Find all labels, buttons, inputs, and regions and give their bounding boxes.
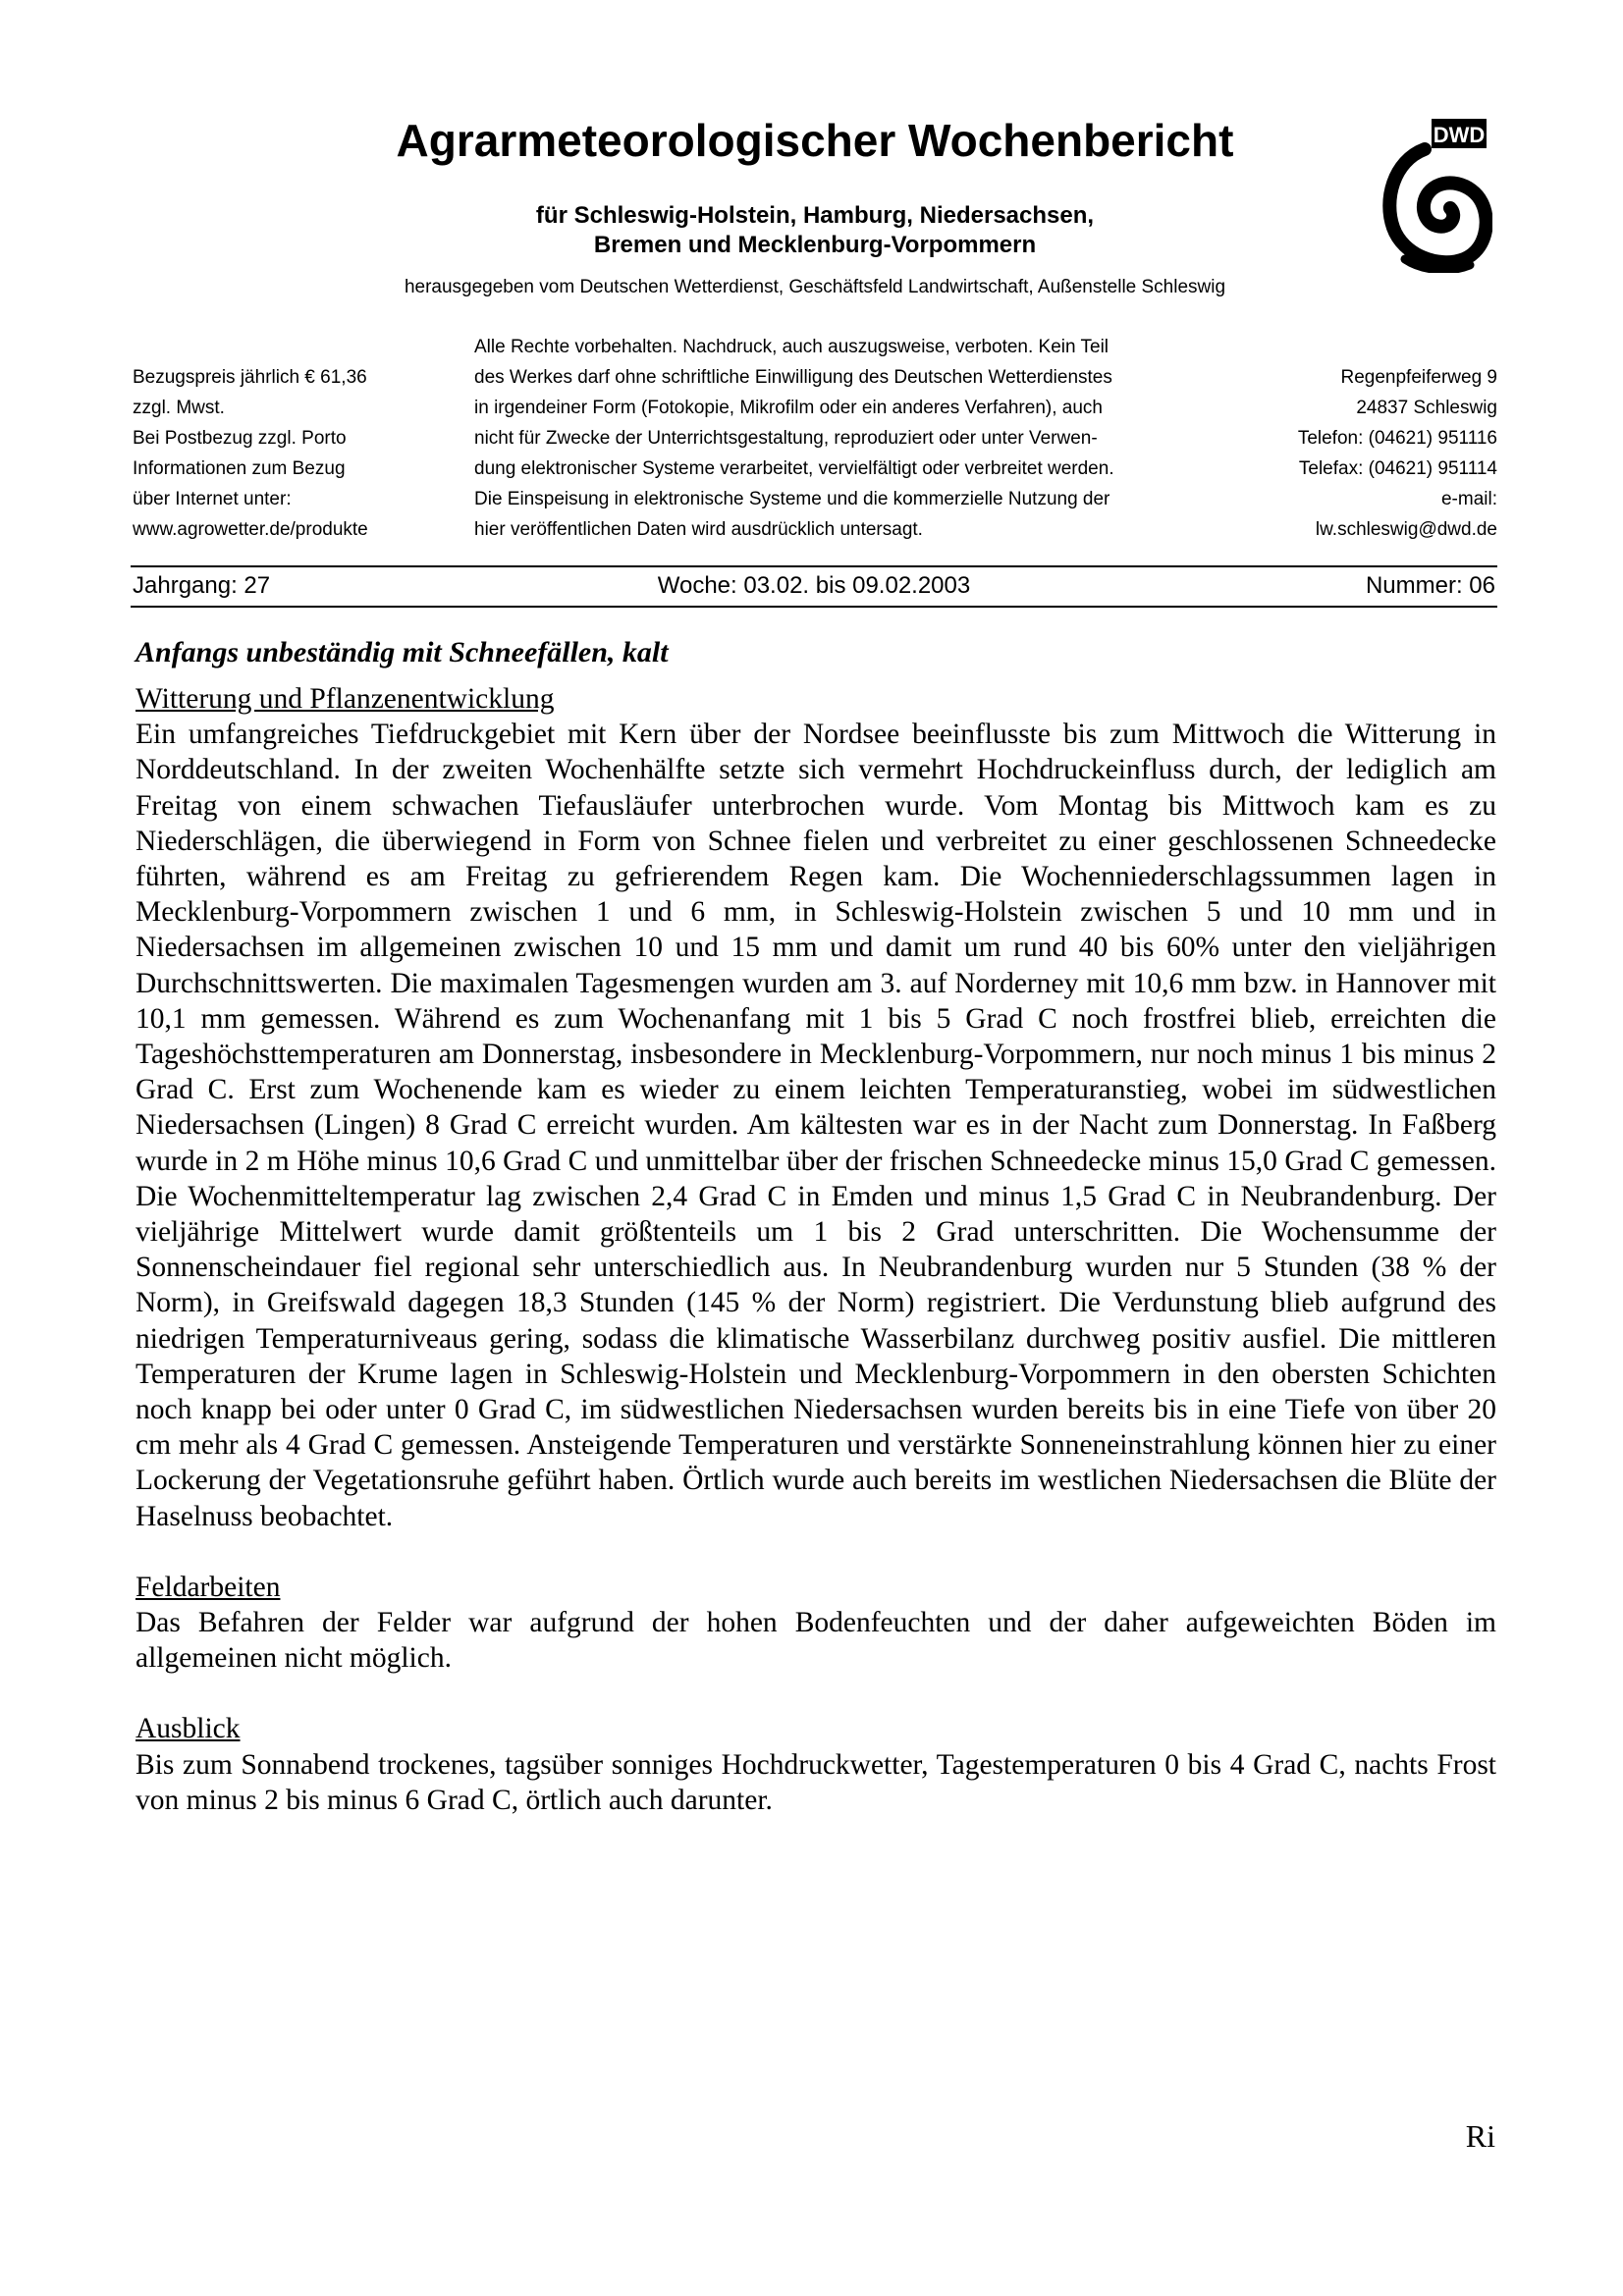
subscription-line: über Internet unter: [133,489,292,509]
divider-bottom [131,606,1497,608]
contact-email-label: e-mail: [1440,489,1497,509]
subscription-line: Bei Postbezug zzgl. Porto [133,428,347,449]
author-initials: Ri [1465,2118,1495,2154]
contact-street: Regenpfeiferweg 9 [1340,367,1497,388]
article-headline: Anfangs unbeständig mit Schneefällen, kalt [135,636,669,668]
issue-number-label: Nummer: 06 [1365,572,1495,599]
week-label: Woche: 03.02. bis 09.02.2003 [657,572,971,599]
section-text-fieldwork: Das Befahren der Felder war aufgrund der hohen Bodenfeuchten und der daher aufgeweichten Böden im allgemeinen nicht möglich. [135,1607,1496,1675]
section-spacer [135,1534,1496,1570]
dwd-logo [1380,116,1492,273]
divider-top [131,565,1497,567]
copyright-line: Alle Rechte vorbehalten. Nachdruck, auch auszugsweise, verboten. Kein Teil [474,337,1109,357]
copyright-line: des Werkes darf ohne schriftliche Einwilligung des Deutschen Wetterdienstes [474,367,1112,388]
copyright-notice [474,332,1245,545]
subscription-line: Bezugspreis jährlich € 61,36 [133,367,367,388]
subscription-info [133,362,447,545]
contact-info [1159,362,1497,545]
copyright-line: dung elektronischer Systeme verarbeitet, vervielfältigt oder verbreitet werden. [474,458,1114,479]
contact-phone: Telefon: (04621) 951116 [1297,428,1497,449]
subscription-link[interactable]: www.agrowetter.de/produkte [133,519,368,540]
volume-label: Jahrgang: 27 [133,572,271,599]
contact-fax: Telefax: (04621) 951114 [1298,458,1497,479]
subscription-line: Informationen zum Bezug [133,458,346,479]
contact-city: 24837 Schleswig [1356,398,1497,418]
report-title: Agrarmeteorologischer Wochenbericht [396,115,1234,166]
subscription-line: zzgl. Mwst. [133,398,225,418]
section-heading-fieldwork: Feldarbeiten [135,1571,281,1603]
dwd-logo-text: DWD [1433,123,1486,147]
subtitle-line-1: für Schleswig-Holstein, Hamburg, Niedersachsen, [535,202,1095,229]
article-body [135,634,1496,1818]
section-text-outlook: Bis zum Sonnabend trockenes, tagsüber sonniges Hochdruckwetter, Tagestemperaturen 0 bis 4 Grad C, nachts Frost von minus 2 bis minus 6 Grad C, örtlich auch darunter. [135,1748,1496,1816]
section-text-weather: Ein umfangreiches Tiefdruckgebiet mit Kern über der Nordsee beeinflusste bis zum Mittwoch die Witterung in Norddeutschland. In der zweiten Wochenhälfte setzte sich vermehrt Hochdruckeinfluss durch, der lediglich am Freitag von einem schwachen Tiefausläufer unterbrochen wurde. Vom Montag bis Mittwoch kam es zu Niederschlägen, die überwiegend in Form von Schnee fielen und verbreitet zu einer geschlossenen Schneedecke führten, während es am Freitag zu gefrierendem Regen kam. Die Wochenniederschlagssummen lagen in Mecklenburg-Vorpommern zwischen 1 und 6 mm, in Schleswig-Holstein zwischen 5 und 10 mm und in Niedersachsen im allgemeinen zwischen 10 und 15 mm und damit um rund 40 bis 60% unter den vieljährigen Durchschnittswerten. Die maximalen Tagesmengen wurden am 3. auf Norderney mit 10,6 mm bzw. in Hannover mit 10,1 mm gemessen. Während es zum Wochenanfang mit 1 bis 5 Grad C noch frostfrei blieb, erreichten die Tageshöchsttemperaturen am Donnerstag, insbesondere in Mecklenburg-Vorpommern, nur noch minus 1 bis minus 2 Grad C. Erst zum Wochenende kam es wieder zu einem leichten Temperaturanstieg, wobei im südwestlichen Niedersachsen (Lingen) 8 Grad C erreicht wurden. Am kältesten war es in der Nacht zum Donnerstag. In Faßberg wurde in 2 m Höhe minus 10,6 Grad C und unmittelbar über der frischen Schneedecke minus 15,0 Grad C gemessen. Die Wochenmitteltemperatur lag zwischen 2,4 Grad C in Emden und minus 1,5 Grad C in Neubrandenburg. Der vieljährige Mittelwert wurde damit größtenteils um 1 bis 2 Grad unterschritten. Die Wochensumme der Sonnenscheindauer fiel regional sehr unterschiedlich aus. In Neubrandenburg wurden nur 5 Stunden (38 % der Norm), in Greifswald dagegen 18,3 Stunden (145 % der Norm) registriert. Die Verdunstung blieb aufgrund des niedrigen Temperaturniveaus gering, sodass die klimatische Wasserbilanz durchweg positiv ausfiel. Die mittleren Temperaturen der Krume lagen in Schleswig-Holstein und Mecklenburg-Vorpommern in den obersten Schichten noch knapp bei oder unter 0 Grad C, im südwestlichen Niedersachsen wurden bereits bis in eine Tiefe von über 20 cm mehr als 4 Grad C gemessen. Ansteigende Temperaturen und verstärkte Sonneneinstrahlung können hier zu einer Lockerung der Vegetationsruhe geführt haben. Örtlich wurde auch bereits im westlichen Niedersachsen die Blüte der Haselnuss beobachtet. [135,719,1496,1532]
copyright-line: hier veröffentlichen Daten wird ausdrücklich untersagt. [474,519,923,540]
copyright-line: Die Einspeisung in elektronische Systeme und die kommerzielle Nutzung der [474,489,1110,509]
section-heading-weather: Witterung und Pflanzenentwicklung [135,683,555,715]
publisher-line: herausgegeben vom Deutschen Wetterdienst, Geschäftsfeld Landwirtschaft, Außenstelle Schleswig [404,277,1226,297]
copyright-line: in irgendeiner Form (Fotokopie, Mikrofilm oder ein anderes Verfahren), auch [474,398,1103,418]
report-subtitle [422,201,1208,260]
contact-email[interactable]: lw.schleswig@dwd.de [1315,519,1497,540]
section-spacer [135,1676,1496,1711]
subtitle-line-2: Bremen und Mecklenburg-Vorpommern [593,232,1037,258]
issue-meta-bar [131,568,1497,604]
copyright-line: nicht für Zwecke der Unterrichtsgestaltung, reproduziert oder unter Verwen- [474,428,1098,449]
section-heading-outlook: Ausblick [135,1713,241,1745]
